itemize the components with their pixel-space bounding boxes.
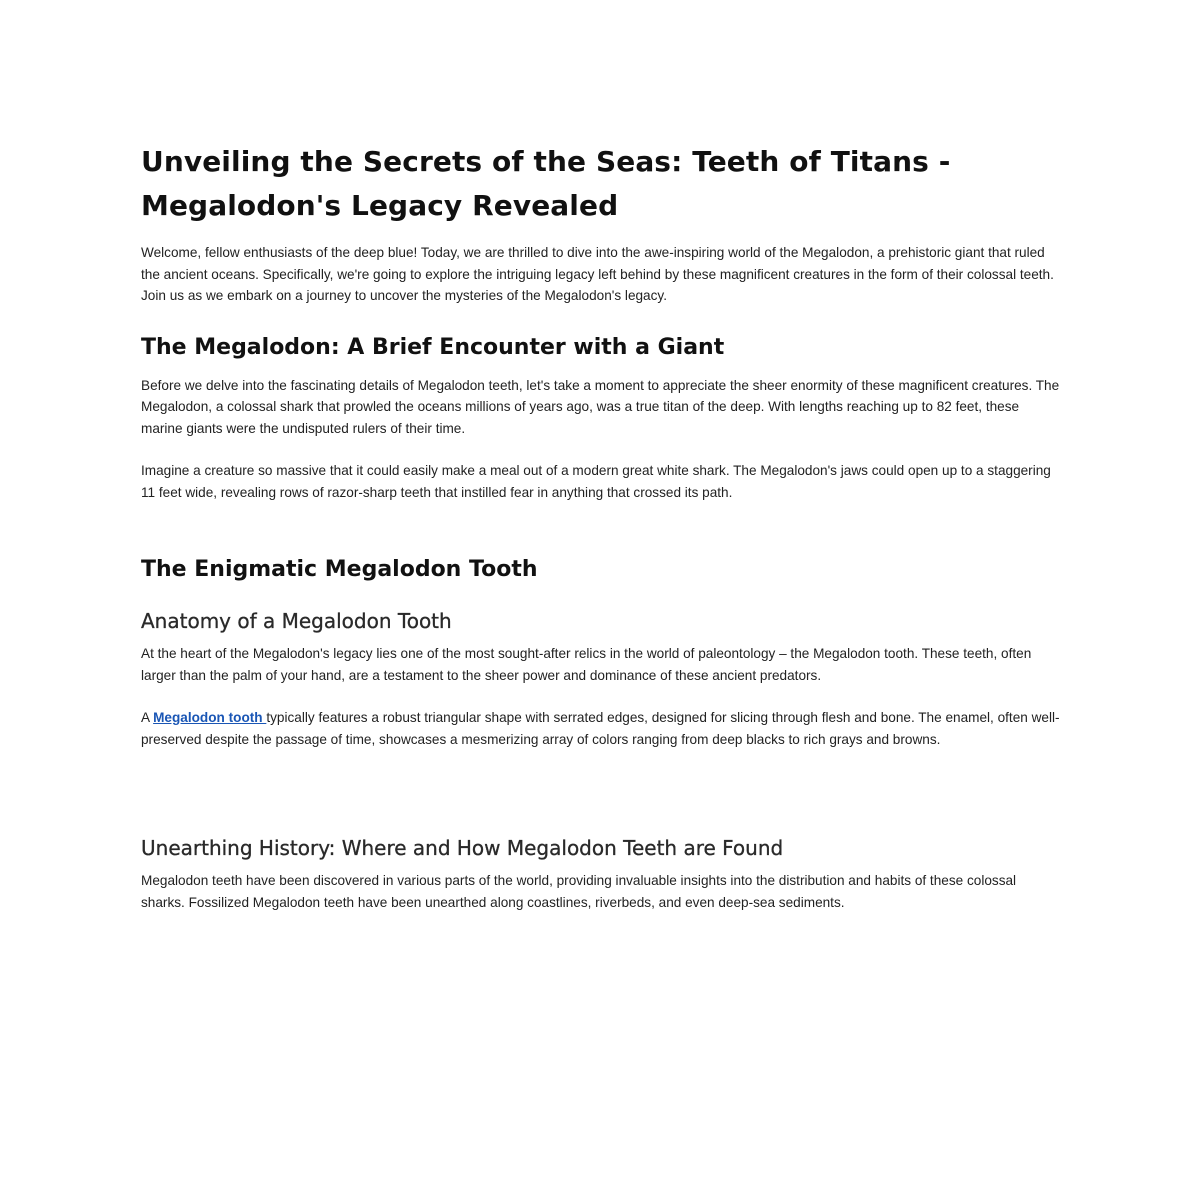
history-paragraph-1: Megalodon teeth have been discovered in various parts of the world, providing invaluable insights into the distribution and habits of these colossal sharks. Fossilized Megalodon teeth have been unearthed along coastlines, riverbeds, and even deep-sea sediments. [141, 873, 1017, 910]
section-heading-megalodon-encounter: The Megalodon: A Brief Encounter with a Giant [141, 334, 725, 360]
anatomy-paragraph-2-prefix: A [141, 710, 154, 725]
section-heading-enigmatic-tooth: The Enigmatic Megalodon Tooth [141, 557, 538, 582]
anatomy-paragraph-1: At the heart of the Megalodon's legacy lies one of the most sought-after relics in the world of paleontology – the Megalodon tooth. These teeth, often larger than the palm of your hand, are a testament to the sheer power and dominance of these ancient predators. [141, 646, 1032, 683]
document-page [141, 140, 1061, 913]
encounter-paragraph-2: Imagine a creature so massive that it could easily make a meal out of a modern great white shark. The Megalodon's jaws could open up to a staggering 11 feet wide, revealing rows of razor-sharp teeth that instilled fear in anything that crossed its path. [141, 463, 1051, 500]
encounter-paragraph-1: Before we delve into the fascinating details of Megalodon teeth, let's take a moment to appreciate the sheer enormity of these magnificent creatures. The Megalodon, a colossal shark that prowled the oceans millions of years ago, was a true titan of the deep. With lengths reaching up to 82 feet, these marine giants were the undisputed rulers of their time. [141, 377, 1060, 436]
subheading-anatomy: Anatomy of a Megalodon Tooth [141, 609, 452, 633]
anatomy-paragraph-2-text: typically features a robust triangular shape with serrated edges, designed for slicing through flesh and bone. The enamel, often well-preserved despite the passage of time, showcases a mesmerizing array of colors ranging from deep blacks to rich grays and browns. [141, 710, 1060, 747]
megalodon-tooth-link[interactable]: Megalodon tooth [153, 710, 267, 725]
subheading-unearthing-history: Unearthing History: Where and How Megalodon Teeth are Found [141, 836, 784, 860]
intro-paragraph: Welcome, fellow enthusiasts of the deep blue! Today, we are thrilled to dive into the awe-inspiring world of the Megalodon, a prehistoric giant that ruled the ancient oceans. Specifically, we're going to explore the intriguing legacy left behind by these magnificent creatures in the form of their colossal teeth. Join us as we embark on a journey to uncover the mysteries of the Megalodon's legacy. [141, 245, 1054, 303]
anatomy-paragraph-2 [141, 707, 1061, 750]
page-title: Unveiling the Secrets of the Seas: Teeth of Titans - Megalodon's Legacy Revealed [141, 145, 951, 222]
